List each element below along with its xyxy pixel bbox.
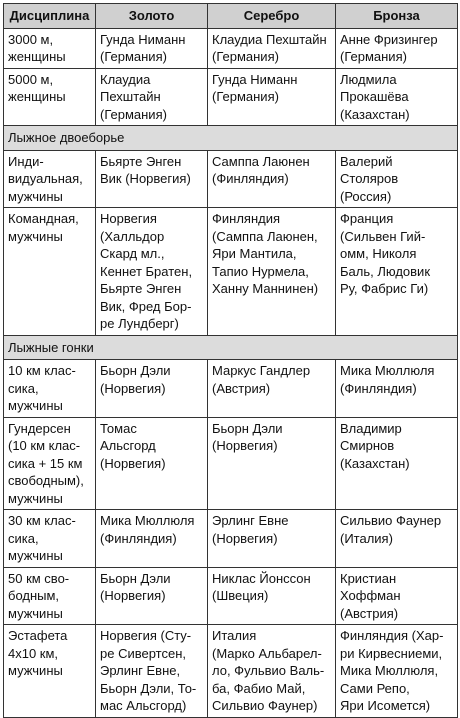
bronze-cell: Людмила Прокашёва (Казахстан) xyxy=(336,68,458,126)
discipline-cell: 5000 м, женщины xyxy=(4,68,96,126)
header-bronze: Бронза xyxy=(336,4,458,29)
header-silver: Серебро xyxy=(208,4,336,29)
table-row xyxy=(4,150,458,208)
discipline-cell: Эстафета 4х10 км, мужчины xyxy=(4,625,96,718)
silver-cell: Самппа Лаюнен (Финляндия) xyxy=(208,150,336,208)
discipline-cell: 50 км сво- бодным, мужчины xyxy=(4,567,96,625)
gold-cell: Норвегия (Сту- ре Сивертсен, Эрлинг Евне, Бьорн Дэли, То- мас Альсгорд) xyxy=(96,625,208,718)
gold-cell: Гунда Ниманн (Германия) xyxy=(96,28,208,68)
bronze-cell: Владимир Смирнов (Казахстан) xyxy=(336,417,458,510)
table-row xyxy=(4,417,458,510)
bronze-cell: Франция (Сильвен Гий- омм, Николя Баль, Людовик Ру, Фабрис Ги) xyxy=(336,208,458,336)
discipline-cell: 10 км клас- сика, мужчины xyxy=(4,360,96,418)
header-discipline: Дисциплина xyxy=(4,4,96,29)
silver-cell: Маркус Гандлер (Австрия) xyxy=(208,360,336,418)
discipline-cell: Гундерсен (10 км клас- сика + 15 км свободным), мужчины xyxy=(4,417,96,510)
gold-cell: Мика Мюллюля (Финляндия) xyxy=(96,510,208,568)
medal-table xyxy=(3,3,458,718)
discipline-cell: Командная, мужчины xyxy=(4,208,96,336)
table-row xyxy=(4,510,458,568)
silver-cell: Финляндия (Самппа Лаюнен, Яри Мантила, Тапио Нурмела, Ханну Маннинен) xyxy=(208,208,336,336)
gold-cell: Норвегия (Халльдор Скард мл., Кеннет Братен, Бьярте Энген Вик, Фред Бор- ре Лундберг) xyxy=(96,208,208,336)
bronze-cell: Кристиан Хоффман (Австрия) xyxy=(336,567,458,625)
bronze-cell: Сильвио Фаунер (Италия) xyxy=(336,510,458,568)
table-row xyxy=(4,360,458,418)
silver-cell: Бьорн Дэли (Норвегия) xyxy=(208,417,336,510)
header-row xyxy=(4,4,458,29)
section-label: Лыжное двоеборье xyxy=(4,126,458,151)
gold-cell: Клаудиа Пехштайн (Германия) xyxy=(96,68,208,126)
bronze-cell: Анне Фризингер (Германия) xyxy=(336,28,458,68)
silver-cell: Гунда Ниманн (Германия) xyxy=(208,68,336,126)
header-gold: Золото xyxy=(96,4,208,29)
section-row xyxy=(4,335,458,360)
table-row xyxy=(4,68,458,126)
bronze-cell: Мика Мюллюля (Финляндия) xyxy=(336,360,458,418)
gold-cell: Бьорн Дэли (Норвегия) xyxy=(96,567,208,625)
bronze-cell: Финляндия (Хар- ри Кирвесниеми, Мика Мюллюля, Сами Репо, Яри Исомется) xyxy=(336,625,458,718)
section-row xyxy=(4,126,458,151)
silver-cell: Клаудиа Пехштайн (Германия) xyxy=(208,28,336,68)
discipline-cell: Инди- видуальная, мужчины xyxy=(4,150,96,208)
table-row xyxy=(4,625,458,718)
silver-cell: Эрлинг Евне (Норвегия) xyxy=(208,510,336,568)
discipline-cell: 3000 м, женщины xyxy=(4,28,96,68)
silver-cell: Никлас Йонссон (Швеция) xyxy=(208,567,336,625)
table-row xyxy=(4,28,458,68)
bronze-cell: Валерий Столяров (Россия) xyxy=(336,150,458,208)
gold-cell: Томас Альсгорд (Норвегия) xyxy=(96,417,208,510)
gold-cell: Бьорн Дэли (Норвегия) xyxy=(96,360,208,418)
silver-cell: Италия (Марко Альбарел- ло, Фульвио Валь- ба, Фабио Май, Сильвио Фаунер) xyxy=(208,625,336,718)
table-body xyxy=(4,28,458,717)
table-row xyxy=(4,567,458,625)
table-row xyxy=(4,208,458,336)
table-header xyxy=(4,4,458,29)
gold-cell: Бьярте Энген Вик (Норвегия) xyxy=(96,150,208,208)
discipline-cell: 30 км клас- сика, мужчины xyxy=(4,510,96,568)
section-label: Лыжные гонки xyxy=(4,335,458,360)
